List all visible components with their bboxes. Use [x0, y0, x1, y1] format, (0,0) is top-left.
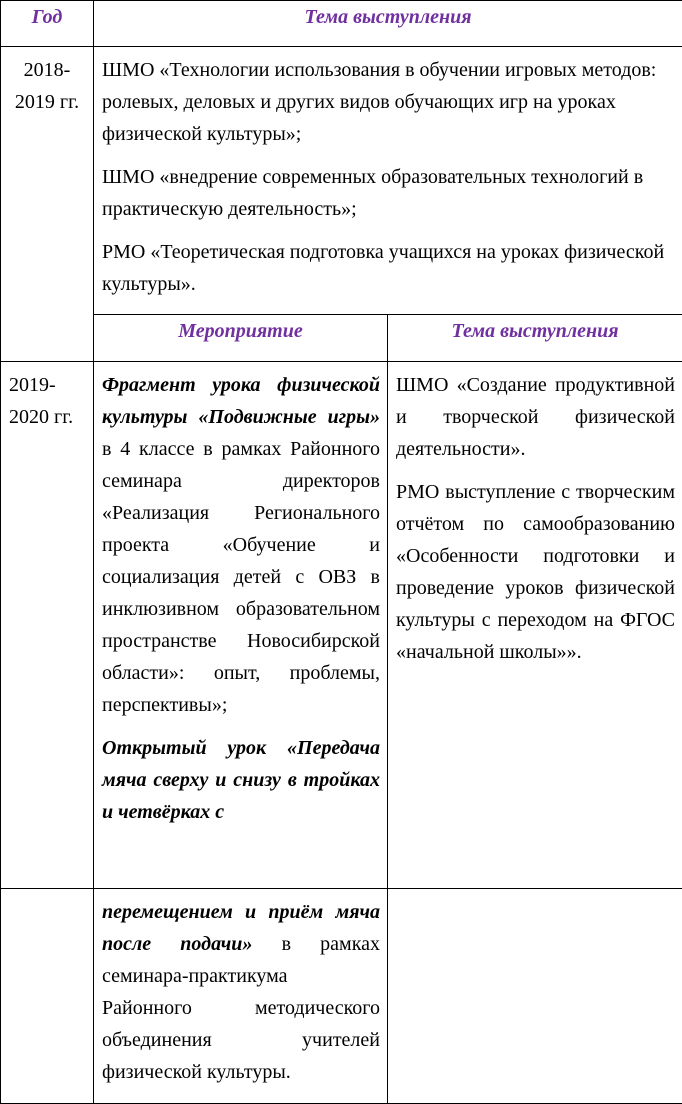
- event-open-lesson-title-part1: Открытый урок «Передача мяча сверху и снизу в тройках и четвёрках с: [102, 737, 380, 823]
- event-open-lesson-start: [102, 732, 380, 828]
- header-topic: Тема выступления: [94, 1, 682, 47]
- row-2019-2020: [1, 362, 682, 889]
- year-cell-2019-2020: 2019-2020 гг.: [1, 362, 94, 889]
- event-open-lesson-details: в рамках семинара-практикума Районного методического объединения учителей физической культуры.: [102, 933, 380, 1083]
- event-open-lesson-end: [102, 896, 380, 1088]
- topics-cell-2018-2019: [94, 47, 682, 315]
- topic-rmo-report: РМО выступление с творческим отчётом по самообразованию «Особенности подготовки и проведение уроков физической культуры с переходом на ФГОС «начальной школы»».: [396, 476, 675, 668]
- topic-shmo-technologies: ШМО «внедрение современных образовательных технологий в практическую деятельность»;: [102, 161, 675, 225]
- row-continuation: [1, 889, 682, 1104]
- events-cell-2019-2020: [94, 362, 388, 889]
- subheader-row: [1, 315, 682, 362]
- event-fragment-lesson: [102, 369, 380, 721]
- topic-shmo-creative: ШМО «Создание продуктивной и творческой физической деятельности».: [396, 369, 675, 465]
- subheader-topic: Тема выступления: [388, 315, 682, 362]
- topic-shmo-games: ШМО «Технологии использования в обучении игровых методов: ролевых, деловых и других видов обучающих игр на уроках физической культуры»;: [102, 54, 675, 150]
- empty-topic-cell: [388, 889, 682, 1104]
- row-2018-2019: [1, 47, 682, 315]
- event-open-lesson-title-part2: перемещением и приём мяча после подачи»: [102, 901, 380, 955]
- topics-cell-2019-2020: [388, 362, 682, 889]
- events-cell-continuation: [94, 889, 388, 1104]
- subheader-event: Мероприятие: [94, 315, 388, 362]
- empty-year-cell: [1, 889, 94, 1104]
- header-row: [1, 1, 682, 47]
- event-fragment-title: Фрагмент урока физической культуры «Подвижные игры»: [102, 374, 380, 428]
- event-fragment-details: в 4 классе в рамках Районного семинара директоров «Реализация Регионального проекта «Обучение и социализация детей с ОВЗ в инклюзивном образовательном пространстве Новосибирской области»: опыт, проблемы, перспективы»;: [102, 438, 380, 716]
- header-year: Год: [1, 1, 94, 47]
- year-cell-2018-2019: 2018-2019 гг.: [1, 47, 94, 362]
- topic-rmo-theory: РМО «Теоретическая подготовка учащихся на уроках физической культуры».: [102, 236, 675, 300]
